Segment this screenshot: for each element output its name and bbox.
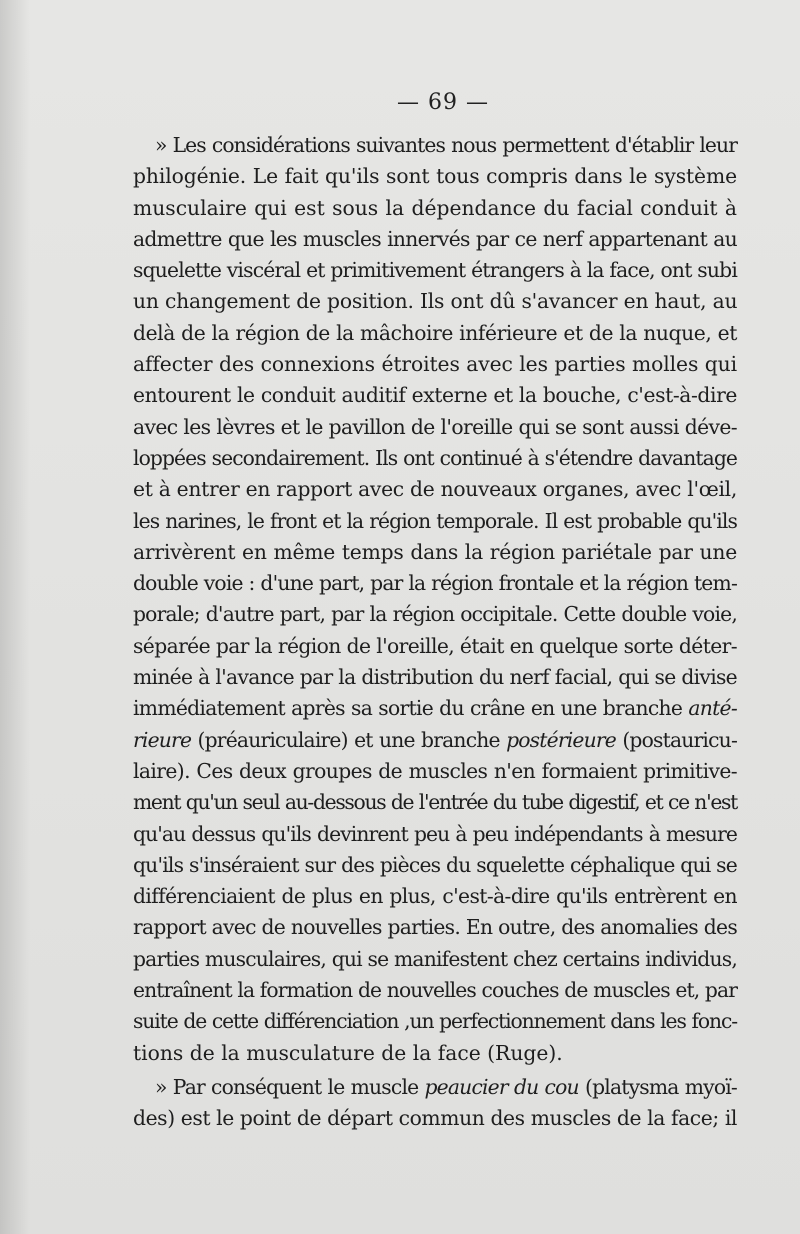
italic-term: postérieure xyxy=(506,727,616,752)
text-line: qu'au dessus qu'ils devinrent peu à peu indépendants à mesure xyxy=(133,821,737,846)
text-line: » Les considérations suivantes nous permettent d'établir leur xyxy=(155,133,737,157)
body-text xyxy=(133,130,737,1135)
text-line: laire). Ces deux groupes de muscles n'en formaient primitive- xyxy=(133,758,737,783)
text-line: delà de la région de la mâchoire inférieure et de la nuque, et xyxy=(133,320,737,345)
text-line: entraînent la formation de nouvelles couches de muscles et, par xyxy=(133,978,737,1003)
text-line: squelette viscéral et primitivement étrangers à la face, ont subi xyxy=(133,258,737,283)
text-line: rieure (préauriculaire) et une branche postérieure (postauricu- xyxy=(133,727,737,752)
text-line: tions de la musculature de la face (Ruge). xyxy=(133,1040,563,1065)
text-line: » Par conséquent le muscle peaucier du cou (platysma myoï- xyxy=(155,1074,737,1099)
text-line: musculaire qui est sous la dépendance du facial conduit à xyxy=(133,195,737,220)
italic-term: rieure xyxy=(133,727,192,752)
text-line: arrivèrent en même temps dans la région pariétale par une xyxy=(133,539,737,564)
italic-term: anté- xyxy=(688,696,737,721)
paragraph-1 xyxy=(133,130,737,1069)
text-line: des) est le point de départ commun des muscles de la face; il xyxy=(133,1106,737,1131)
text-line: et à entrer en rapport avec de nouveaux organes, avec l'œil, xyxy=(133,477,737,502)
text-line: avec les lèvres et le pavillon de l'oreille qui se sont aussi déve- xyxy=(133,414,737,439)
text-line: ment qu'un seul au-dessous de l'entrée du tube digestif, et ce n'est xyxy=(133,790,737,815)
text-line: immédiatement après sa sortie du crâne en une branche anté- xyxy=(133,696,737,721)
text-line: entourent le conduit auditif externe et la bouche, c'est-à-dire xyxy=(133,383,737,408)
text-line: philogénie. Le fait qu'ils sont tous compris dans le système xyxy=(133,164,737,189)
text-line: rapport avec de nouvelles parties. En outre, des anomalies des xyxy=(133,915,738,940)
paragraph-2 xyxy=(133,1072,737,1135)
text-line: parties musculaires, qui se manifestent chez certains individus, xyxy=(133,946,737,971)
text-line: qu'ils s'inséraient sur des pièces du squelette céphalique qui se xyxy=(133,852,737,877)
italic-term: peaucier du cou xyxy=(424,1074,579,1099)
page-number: — 69 — xyxy=(397,90,489,115)
text-line: différenciaient de plus en plus, c'est-à-dire qu'ils entrèrent en xyxy=(133,884,737,909)
text-line: affecter des connexions étroites avec les parties molles qui xyxy=(133,352,737,377)
text-line: les narines, le front et la région temporale. Il est probable qu'ils xyxy=(133,508,737,533)
text-line: porale; d'autre part, par la région occipitale. Cette double voie, xyxy=(133,602,737,627)
text-line: double voie : d'une part, par la région frontale et la région tem- xyxy=(133,571,737,596)
text-line: minée à l'avance par la distribution du nerf facial, qui se divise xyxy=(133,665,737,690)
text-line: séparée par la région de l'oreille, était en quelque sorte déter- xyxy=(133,633,737,658)
text-line: admettre que les muscles innervés par ce nerf appartenant au xyxy=(133,226,737,251)
text-line: un changement de position. Ils ont dû s'avancer en haut, au xyxy=(133,289,738,314)
text-line: suite de cette différenciation ,un perfectionnement dans les fonc- xyxy=(133,1009,737,1034)
text-line: loppées secondairement. Ils ont continué à s'étendre davantage xyxy=(133,445,737,470)
